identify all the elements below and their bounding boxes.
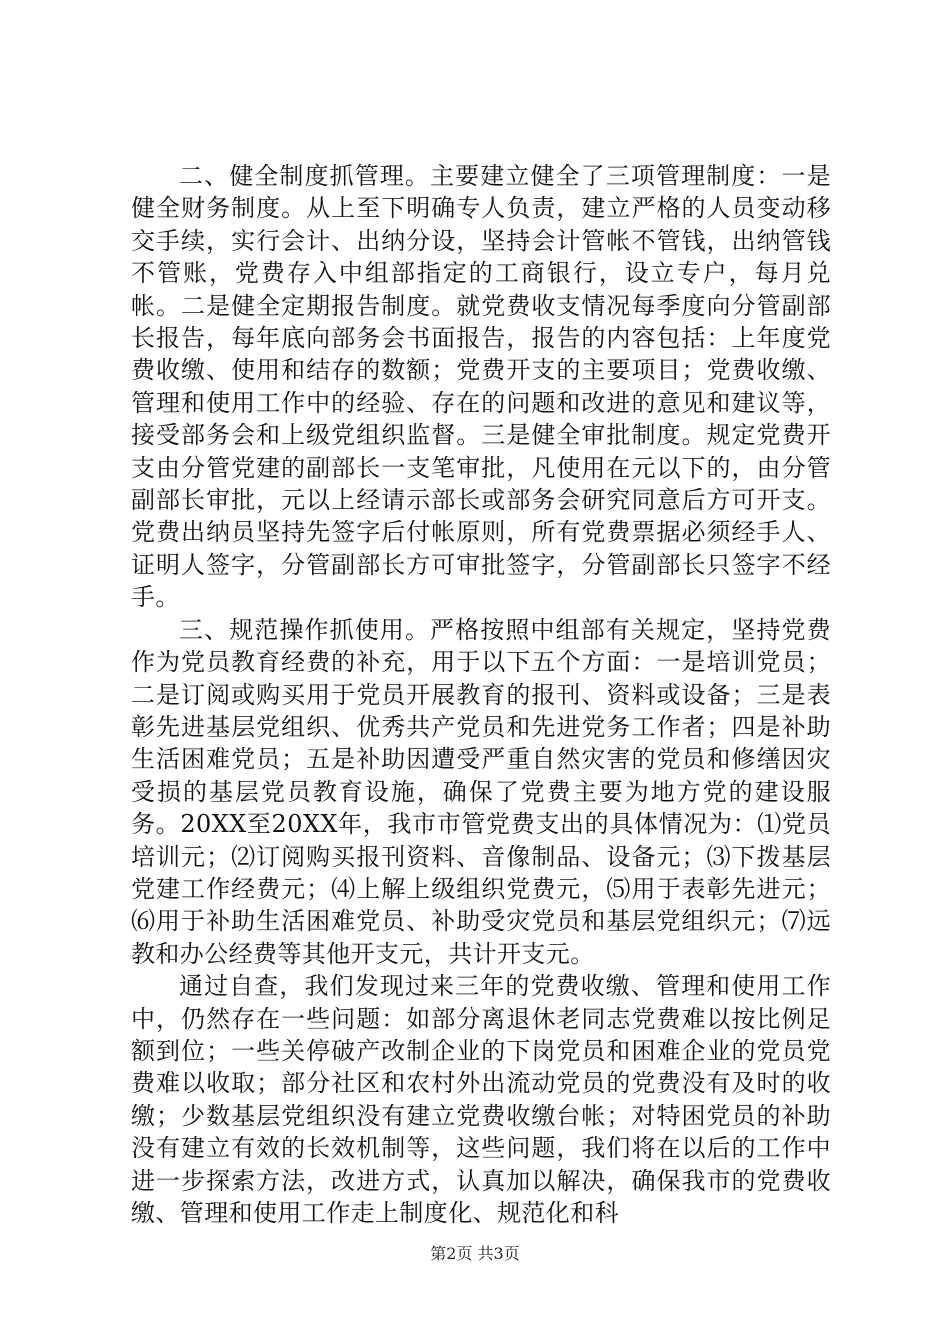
page-footer: 第2页 共3页 xyxy=(430,1244,520,1263)
paragraph-system-management: 二、健全制度抓管理。主要建立健全了三项管理制度：一是健全财务制度。从上至下明确专人负责，建立严格的人员变动移交手续，实行会计、出纳分设，坚持会计管帐不管钱，出纳管钱不管账，党费存入中组部指定的工商银行，设立专户，每月兑帐。二是健全定期报告制度。就党费收支情况每季度向分管副部长报告，每年底向部务会书面报告，报告的内容包括：上年度党费收缴、使用和结存的数额；党费开支的主要项目；党费收缴、管理和使用工作中的经验、存在的问题和改进的意见和建议等，接受部务会和上级党组织监督。三是健全审批制度。规定党费开支由分管党建的副部长一支笔审批，凡使用在元以下的，由分管副部长审批，元以上经请示部长或部务会研究同意后方可开支。党费出纳员坚持先签字后付帐原则，所有党费票据必须经手人、证明人签字，分管副部长方可审批签字，分管副部长只签字不经手。 xyxy=(131,162,831,612)
paragraph-self-inspection: 通过自查，我们发现过来三年的党费收缴、管理和使用工作中，仍然存在一些问题：如部分离退休老同志党费难以按比例足额到位；一些关停破产改制企业的下岗党员和困难企业的党员党费难以收取；部分社区和农村外出流动党员的党费没有及时的收缴；少数基层党组织没有建立党费收缴台帐；对特困党员的补助没有建立有效的长效机制等，这些问题，我们将在以后的工作中进一步探索方法，改进方式，认真加以解决，确保我市的党费收缴、管理和使用工作走上制度化、规范化和科 xyxy=(131,972,831,1227)
paragraph-standard-usage: 三、规范操作抓使用。严格按照中组部有关规定，坚持党费作为党员教育经费的补充，用于以下五个方面：一是培训党员；二是订阅或购买用于党员开展教育的报刊、资料或设备；三是表彰先进基层党组织、优秀共产党员和先进党务工作者；四是补助生活困难党员；五是补助因遭受严重自然灾害的党员和修缮因灾受损的基层党员教育设施，确保了党费主要为地方党的建设服务。20XX至20XX年，我市市管党费支出的具体情况为：⑴党员培训元；⑵订阅购买报刊资料、音像制品、设备元；⑶下拨基层党建工作经费元；⑷上解上级组织党费元，⑸用于表彰先进元；⑹用于补助生活困难党员、补助受灾党员和基层党组织元；⑺远教和办公经费等其他开支元，共计开支元。 xyxy=(131,615,831,968)
document-body xyxy=(131,160,831,1229)
